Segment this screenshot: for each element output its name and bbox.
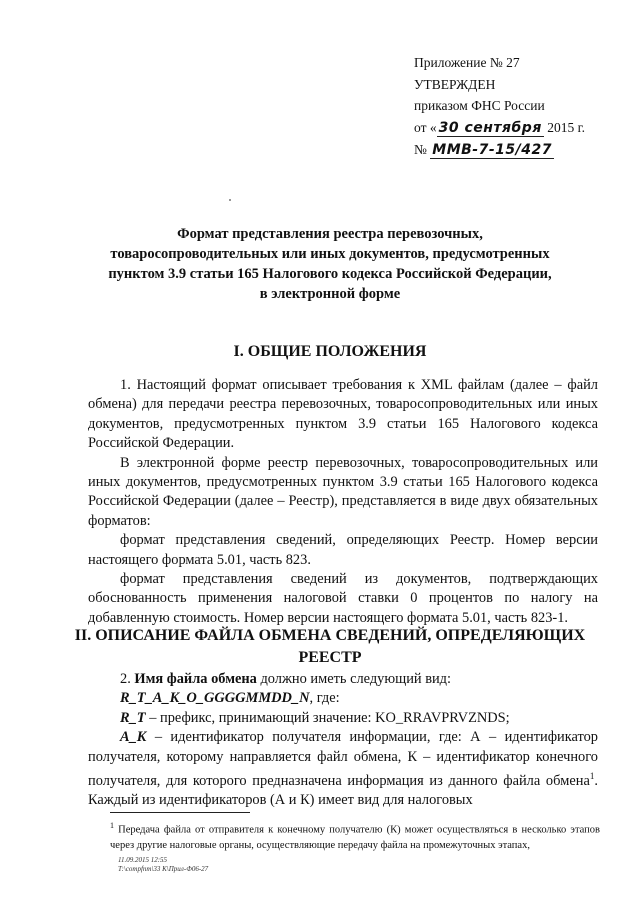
order-number [414, 139, 585, 162]
stamp-line-1: 11.09.2015 12:55 [118, 856, 168, 864]
section-1-body [88, 376, 598, 628]
print-stamp [118, 856, 208, 874]
paragraph: формат представления сведений, определяющих Реестр. Номер версии настоящего формата 5.01, часть 823. [88, 532, 598, 568]
filename-pattern: R_T_A_K_O_GGGGMMDD_N [120, 690, 310, 707]
paragraph-text: должно иметь следующий вид: [260, 671, 452, 687]
number-prefix: № [414, 142, 427, 157]
date-prefix: от « [414, 119, 437, 135]
title-line-2: товаросопроводительных или иных документов, предусмотренных [110, 246, 550, 262]
section-2-body [88, 670, 598, 811]
paragraph-text: . Каждый из идентификаторов (А и К) имеет вид для налоговых [88, 772, 598, 809]
paragraph: 1. Настоящий формат описывает требования к XML файлам (далее – файл обмена) для передачи реестра перевозочных, товаросопроводительных или иных документов, предусмотренных пунктом 3.9 статьи 165 Налогового кодекса Российской Федерации. [88, 377, 598, 452]
code-term: A_K [120, 729, 147, 746]
paragraph [88, 670, 598, 689]
handwritten-date: 30 сентября [438, 119, 542, 136]
item-number: 2. [120, 671, 131, 687]
section-2-heading-line-1: II. ОПИСАНИЕ ФАЙЛА ОБМЕНА СВЕДЕНИЙ, ОПРЕДЕЛЯЮЩИХ [74, 627, 586, 644]
stamp-line-2: T:\compfnm\33 K\Прил-Ф06-27 [118, 865, 209, 873]
paragraph-text: – идентификатор получателя информации, где: А – идентификатор получателя, которому направляется файл обмена, К – идентификатор конечного получателя, для которого предназначена информация из данного файла обмена [88, 729, 598, 789]
appendix-number: Приложение № 27 [414, 55, 520, 70]
title-line-3: пунктом 3.9 статьи 165 Налогового кодекса Российской Федерации, [108, 266, 552, 282]
footnote-divider [110, 812, 250, 813]
title-line-4: в электронной форме [259, 286, 401, 302]
approval-block [414, 52, 585, 162]
paragraph [88, 689, 598, 708]
date-suffix: 2015 г. [547, 119, 585, 135]
section-2-heading [60, 625, 600, 669]
footnote [110, 818, 600, 853]
section-1-heading: I. ОБЩИЕ ПОЛОЖЕНИЯ [233, 343, 427, 360]
handwritten-number: ММВ-7-15/427 [432, 142, 552, 158]
order-label: приказом ФНС России [414, 98, 545, 113]
paragraph-text: , где: [309, 690, 340, 707]
section-2-heading-line-2: РЕЕСТР [298, 649, 362, 666]
bold-term: Имя файла обмена [134, 671, 257, 687]
footnote-mark: 1 [110, 821, 114, 830]
paragraph-text: – префикс, принимающий значение: KO_RRAVPRVZNDS; [149, 709, 510, 726]
paragraph [88, 709, 598, 728]
paragraph: формат представления сведений из документов, подтверждающих обоснованность применения налоговой ставки 0 процентов по налогу на добавленную стоимость. Номер версии настоящего формата 5.01, часть 823-1. [88, 571, 598, 626]
scan-dot [229, 199, 231, 201]
code-term: R_T [120, 709, 146, 726]
footnote-ref[interactable]: 1 [589, 771, 595, 782]
footnote-text: Передача файла от отправителя к конечному получателю (К) может осуществляться в несколько этапов через другие налоговые органы, осуществляющие передачу файла на промежуточных этапах, [110, 824, 601, 851]
order-date [414, 117, 585, 140]
title-line-1: Формат представления реестра перевозочных, [177, 226, 483, 242]
paragraph [88, 728, 598, 810]
document-title [90, 224, 570, 304]
paragraph: В электронной форме реестр перевозочных, товаросопроводительных или иных документов, предусмотренных пунктом 3.9 статьи 165 Налогового кодекса Российской Федерации (далее – Реестр), представляется в виде двух обязательных форматов: [88, 454, 598, 529]
approved-label: УТВЕРЖДЕН [414, 76, 496, 92]
